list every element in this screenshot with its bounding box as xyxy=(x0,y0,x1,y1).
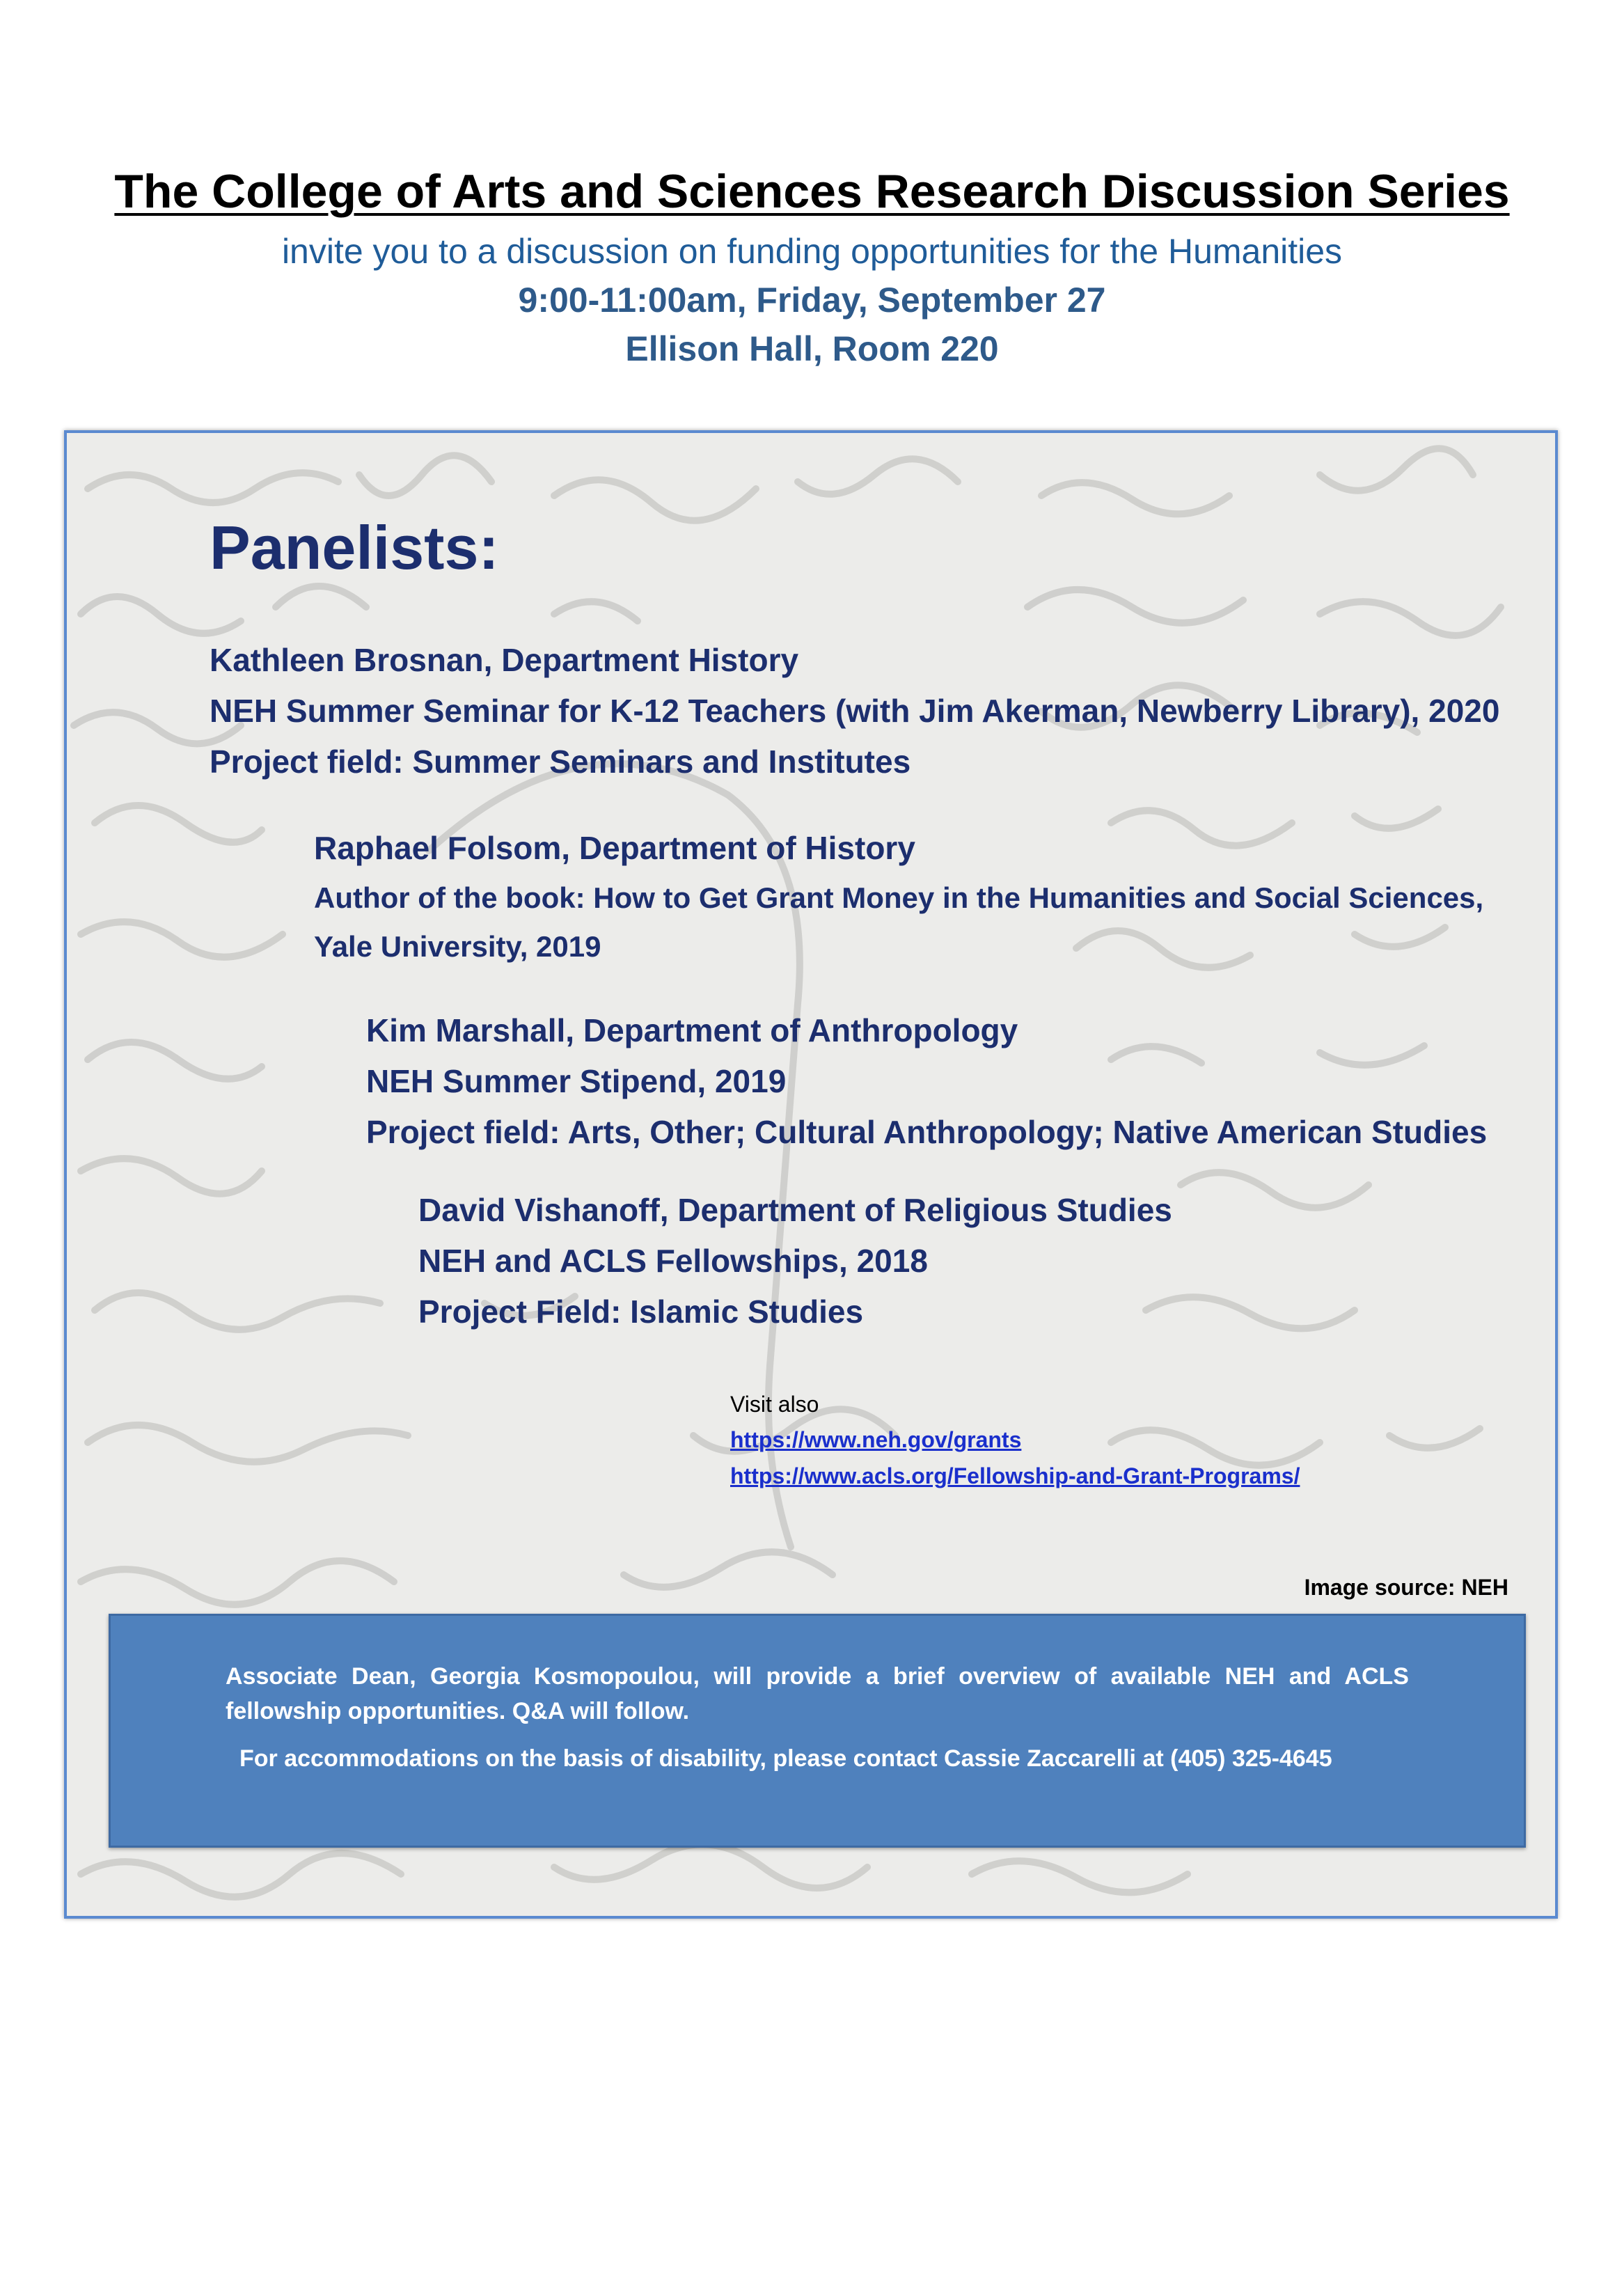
panelist-name: David Vishanoff, Department of Religious Studies xyxy=(418,1192,1172,1228)
panelist-entry xyxy=(314,823,1483,971)
event-header xyxy=(0,160,1624,373)
panelists-heading: Panelists: xyxy=(210,513,499,582)
event-location: Ellison Hall, Room 220 xyxy=(625,329,999,368)
image-source-credit: Image source: NEH xyxy=(1304,1575,1508,1600)
acls-fellowships-link[interactable]: https://www.acls.org/Fellowship-and-Grant-Programs/ xyxy=(730,1463,1300,1488)
invitation-subtitle: invite you to a discussion on funding opportunities for the Humanities xyxy=(281,232,1343,271)
panelist-award: NEH Summer Seminar for K-12 Teachers (with Jim Akerman, Newberry Library), 2020 xyxy=(210,693,1500,729)
panelist-award: NEH and ACLS Fellowships, 2018 xyxy=(418,1243,928,1279)
info-box xyxy=(109,1614,1526,1848)
accommodations-contact: For accommodations on the basis of disability, please contact Cassie Zaccarelli at (405) 325-4645 xyxy=(239,1745,1332,1772)
panelist-award: NEH Summer Stipend, 2019 xyxy=(366,1063,787,1099)
panelist-award: Author of the book: How to Get Grant Money in the Humanities and Social Sciences, xyxy=(314,881,1484,914)
panelist-entry xyxy=(210,635,1499,787)
visit-links xyxy=(730,1387,1300,1494)
panelist-entry xyxy=(418,1185,1172,1337)
overview-text: Associate Dean, Georgia Kosmopoulou, will provide a brief overview of available NEH and ACLS fellowship opportunities. Q&A will follow. xyxy=(226,1663,1409,1724)
panelist-name: Kim Marshall, Department of Anthropology xyxy=(366,1012,1018,1048)
series-title: The College of Arts and Sciences Research Discussion Series xyxy=(114,165,1510,218)
panelists-panel xyxy=(64,430,1558,1919)
panelist-entry xyxy=(366,1005,1487,1158)
panelist-field: Project field: Summer Seminars and Institutes xyxy=(210,744,911,780)
panelist-field: Project field: Arts, Other; Cultural Anthropology; Native American Studies xyxy=(366,1114,1488,1150)
visit-label: Visit also xyxy=(730,1392,819,1417)
neh-grants-link[interactable]: https://www.neh.gov/grants xyxy=(730,1427,1022,1452)
panelist-field: Project Field: Islamic Studies xyxy=(418,1294,864,1330)
panelist-field: Yale University, 2019 xyxy=(314,930,601,963)
panelist-name: Raphael Folsom, Department of History xyxy=(314,830,915,866)
panelist-name: Kathleen Brosnan, Department History xyxy=(210,642,799,678)
event-datetime: 9:00-11:00am, Friday, September 27 xyxy=(518,281,1106,320)
